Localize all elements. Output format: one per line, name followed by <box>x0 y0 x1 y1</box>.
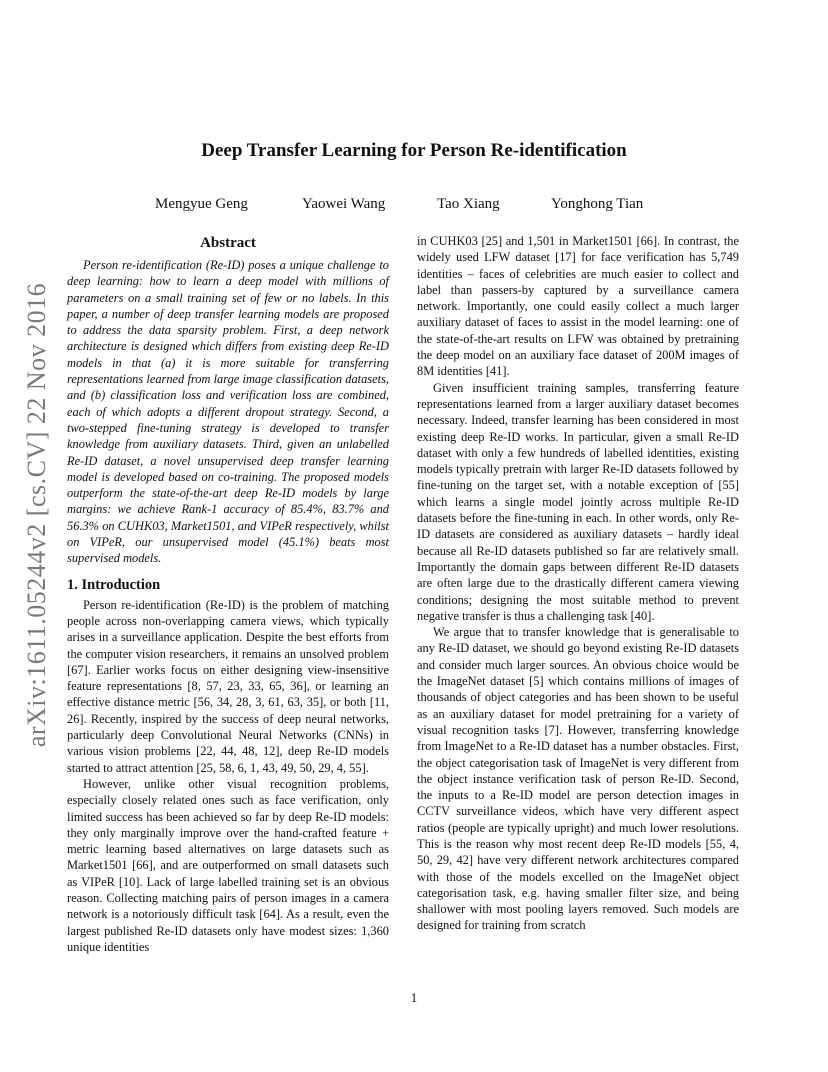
author-name: Tao Xiang <box>437 196 500 212</box>
author-name: Yaowei Wang <box>302 196 386 212</box>
arxiv-stamp <box>20 270 54 760</box>
left-column <box>67 233 389 955</box>
body-paragraph: However, unlike other visual recognition problems, especially closely related ones such as face verification, only limited success has been achieved so far by deep Re-ID models: they only marginally improve over the hand-crafted feature + metric learning based alternatives on large datasets such as Market1501 [66], and are outperformed on small datasets such as VIPeR [10]. Lack of large labelled training set is an obvious reason. Collecting matching pairs of person images in a camera network is a notoriously difficult task [64]. As a result, even the largest published Re-ID datasets only have modest sizes: 1,360 unique identities <box>67 776 389 954</box>
body-paragraph: Given insufficient training samples, transferring feature representations learned from a larger auxiliary dataset becomes necessary. Indeed, transfer learning has been considered in most existing deep Re-ID works. In particular, given a small Re-ID dataset with only a few hundreds of labelled identities, existing models typically pretrain with larger Re-ID datasets followed by fine-tuning on the target set, with a notable exception of [55] which learns a single model jointly across multiple Re-ID datasets before the fine-tuning in each. In other words, only Re-ID datasets are considered as auxiliary datasets – hardly ideal because all Re-ID datasets published so far are relatively small. Importantly the domain gaps between different Re-ID datasets are often large due to the drastically different camera viewing conditions; designing the most suitable method to prevent negative transfer is thus a challenging task [40]. <box>417 380 739 623</box>
author-name: Mengyue Geng <box>155 196 248 212</box>
body-paragraph: in CUHK03 [25] and 1,501 in Market1501 [66]. In contrast, the widely used LFW dataset [17] for face verification has 5,749 identities – faces of celebrities are much easier to collect and label than passers-by captured by a surveillance camera network. Importantly, one could easily collect a much larger auxiliary dataset of faces to assist in the model learning: one of the state-of-the-art results on LFW was obtained by pretraining the deep model on an auxiliary face dataset of 200M images of 8M identities [41]. <box>417 234 739 379</box>
right-column <box>417 233 739 934</box>
body-paragraph: We argue that to transfer knowledge that is generalisable to any Re-ID dataset, we should go beyond existing Re-ID datasets and consider much larger sources. An obvious choice would be the ImageNet dataset [5] which contains millions of images of thousands of object categories and has been shown to be useful as an auxiliary dataset for model pretraining for a variety of visual recognition tasks [7]. However, transferring knowledge from ImageNet to a Re-ID dataset has a number obstacles. First, the object categorisation task of ImageNet is very different from the object instance verification task of person Re-ID. Second, the inputs to a Re-ID model are person detection images in CCTV surveillance videos, which have very different aspect ratios (people are typically upright) and much lower resolutions. This is the reason why most recent deep Re-ID models [55, 4, 50, 29, 42] have very different network architectures compared with those of the models excelled on the ImageNet object categorisation task, e.g. having smaller filter size, and being shallower with most pooling layers removed. Such models are designed for training from scratch <box>417 625 739 933</box>
body-paragraph: Person re-identification (Re-ID) is the problem of matching people across non-overlapping camera views, which typically arises in a surveillance application. Despite the best efforts from the computer vision researchers, it remains an unsolved problem [67]. Earlier works focus on either designing view-insensitive feature representations [8, 57, 23, 33, 65, 36], or learning an effective distance metric [56, 34, 28, 3, 61, 63, 35], or both [11, 26]. Recently, inspired by the success of deep neural networks, particularly deep Convolutional Neural Networks (CNNs) in various vision problems [22, 44, 48, 12], deep Re-ID models started to attract attention [25, 58, 6, 1, 43, 49, 50, 29, 4, 55]. <box>67 597 389 775</box>
page-number: 1 <box>410 990 418 1005</box>
author-name: Yonghong Tian <box>551 196 644 212</box>
author-list <box>0 196 828 216</box>
paper-title: Deep Transfer Learning for Person Re-identification <box>201 140 627 161</box>
abstract-heading: Abstract <box>200 235 256 251</box>
section-heading-introduction: 1. Introduction <box>67 576 161 593</box>
arxiv-stamp-text: arXiv:1611.05244v2 [cs.CV] 22 Nov 2016 <box>22 282 52 748</box>
abstract-text: Person re-identification (Re-ID) poses a unique challenge to deep learning: how to learn a deep model with millions of parameters on a small training set of few or no labels. In this paper, a number of deep transfer learning models are proposed to address the data sparsity problem. First, a deep network architecture is designed which differs from existing deep Re-ID models in that (a) it is more suitable for transferring representations learned from large image classification datasets, and (b) classification loss and verification loss are combined, each of which adopts a different dropout strategy. Second, a two-stepped fine-tuning strategy is developed to transfer knowledge from auxiliary datasets. Third, given an unlabelled Re-ID dataset, a novel unsupervised deep transfer learning model is developed based on co-training. The proposed models outperform the state-of-the-art deep Re-ID models by large margins: we achieve Rank-1 accuracy of 85.4%, 83.7% and 56.3% on CUHK03, Market1501, and VIPeR respectively, whilst on VIPeR, our unsupervised model (45.1%) beats most supervised models. <box>67 258 389 566</box>
